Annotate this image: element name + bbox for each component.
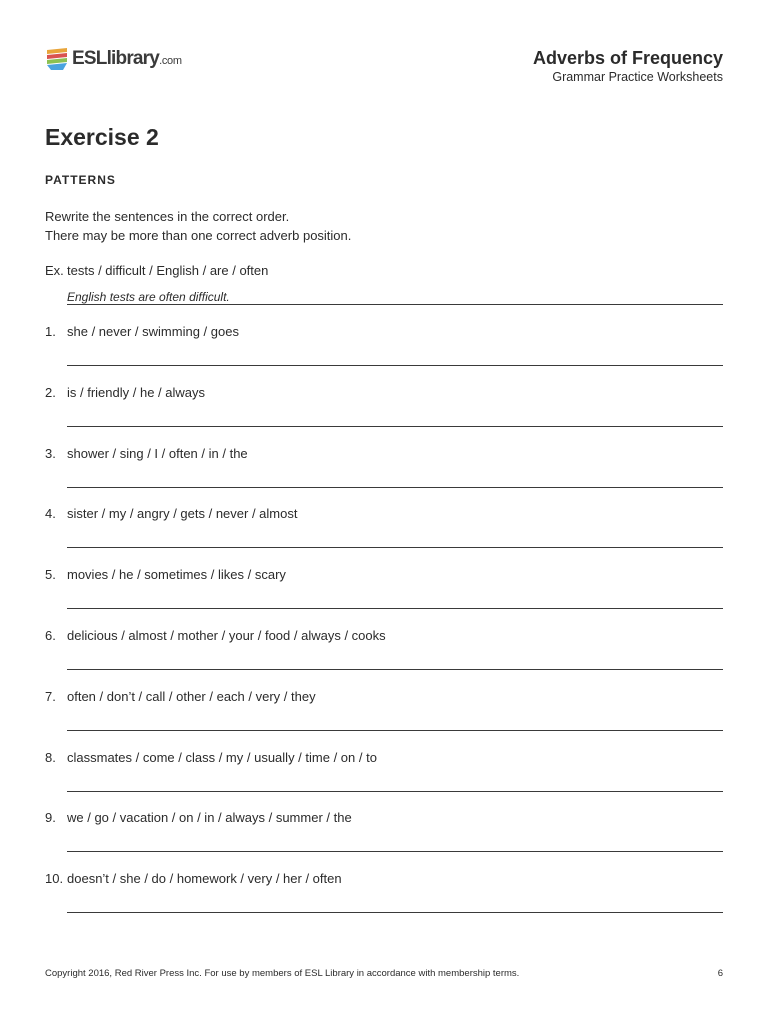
item-prompt: classmates / come / class / my / usually / time / on / to: [67, 750, 377, 765]
section-label: PATTERNS: [45, 173, 116, 187]
answer-line[interactable]: [67, 791, 723, 792]
document-title: Adverbs of Frequency: [532, 48, 723, 68]
exercise-item: [45, 689, 723, 733]
item-number: 7.: [45, 689, 56, 704]
example-item: [45, 263, 723, 307]
copyright-notice: Copyright 2016, Red River Press Inc. For use by members of ESL Library in accordance with membership terms.: [45, 968, 520, 979]
item-number: 2.: [45, 385, 56, 400]
document-header: [533, 47, 723, 85]
item-prompt: we / go / vacation / on / in / always / summer / the: [67, 810, 352, 825]
answer-line[interactable]: [67, 912, 723, 913]
answer-line[interactable]: [67, 851, 723, 852]
exercise-item: [45, 385, 723, 429]
item-prompt: delicious / almost / mother / your / food / always / cooks: [67, 628, 386, 643]
item-number: 4.: [45, 506, 56, 521]
instruction-line: There may be more than one correct adverb position.: [45, 228, 352, 243]
exercise-item: [45, 446, 723, 490]
item-prompt: sister / my / angry / gets / never / almost: [67, 506, 298, 521]
exercise-item: [45, 871, 723, 915]
exercise-item: [45, 506, 723, 550]
answer-line[interactable]: [67, 608, 723, 609]
answer-line[interactable]: [67, 365, 723, 366]
exercise-title: Exercise 2: [45, 124, 159, 150]
esl-library-logo: [45, 44, 182, 74]
item-number: 1.: [45, 324, 56, 339]
example-answer: English tests are often difficult.: [67, 290, 230, 304]
item-number: 6.: [45, 628, 56, 643]
answer-line[interactable]: [67, 730, 723, 731]
item-number: 5.: [45, 567, 56, 582]
item-prompt: is / friendly / he / always: [67, 385, 205, 400]
exercise-item: [45, 628, 723, 672]
item-number: 3.: [45, 446, 56, 461]
item-prompt: shower / sing / I / often / in / the: [67, 446, 248, 461]
answer-line: [67, 304, 723, 305]
item-number: Ex.: [45, 263, 64, 278]
exercise-item: [45, 810, 723, 854]
exercise-item: [45, 567, 723, 611]
page-number: 6: [717, 968, 723, 979]
item-number: 9.: [45, 810, 56, 825]
item-prompt: she / never / swimming / goes: [67, 324, 239, 339]
exercise-item: [45, 750, 723, 794]
item-prompt: movies / he / sometimes / likes / scary: [67, 567, 286, 582]
item-number: 8.: [45, 750, 56, 765]
item-prompt: often / don’t / call / other / each / very / they: [67, 689, 316, 704]
exercise-item: [45, 324, 723, 368]
book-stack-icon: [45, 46, 69, 72]
instruction-line: Rewrite the sentences in the correct order.: [45, 209, 290, 224]
instructions: [45, 207, 351, 245]
item-prompt: tests / difficult / English / are / often: [67, 263, 269, 278]
answer-line[interactable]: [67, 487, 723, 488]
logo-wordmark: ESLlibrary.com: [72, 48, 182, 69]
item-prompt: doesn’t / she / do / homework / very / her / often: [67, 871, 342, 886]
item-number: 10.: [45, 871, 64, 886]
answer-line[interactable]: [67, 669, 723, 670]
answer-line[interactable]: [67, 426, 723, 427]
document-subtitle: Grammar Practice Worksheets: [552, 70, 723, 84]
answer-line[interactable]: [67, 547, 723, 548]
